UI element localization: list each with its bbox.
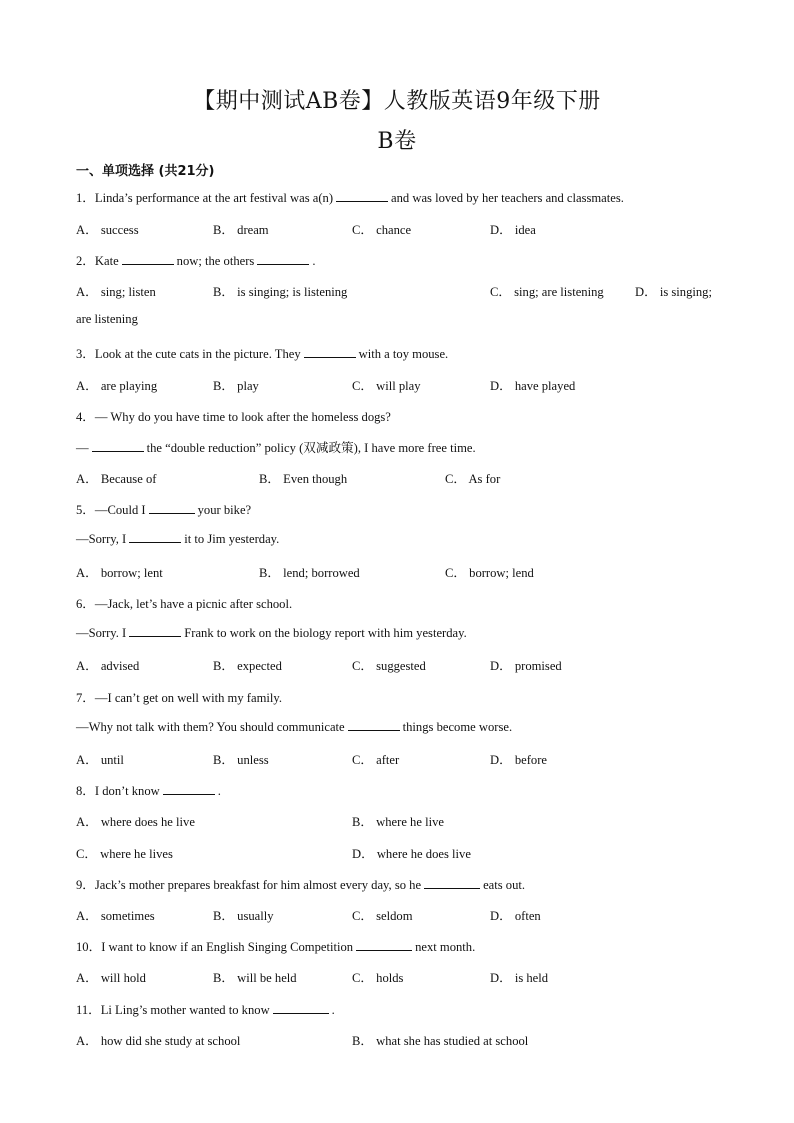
q4-option-a[interactable]: A． Because of	[76, 472, 157, 486]
question-1: 1．Linda’s performance at the art festival was a(n) and was loved by her teachers and classmates.	[76, 191, 624, 205]
answer-blank	[424, 876, 480, 889]
q9-option-b[interactable]: B． usually	[213, 909, 274, 923]
question-10: 10．I want to know if an English Singing Competition next month.	[76, 940, 476, 954]
q9-option-d[interactable]: D． often	[490, 909, 541, 923]
q2-option-a[interactable]: A． sing; listen	[76, 285, 156, 299]
answer-blank	[304, 345, 356, 358]
q11-option-a[interactable]: A． how did she study at school	[76, 1034, 241, 1048]
q3-option-b[interactable]: B． play	[213, 379, 259, 393]
q10-option-d[interactable]: D． is held	[490, 971, 549, 985]
q2-option-d-continued[interactable]: are listening	[76, 312, 138, 326]
answer-blank	[129, 530, 181, 543]
question-7-response: —Why not talk with them? You should communicate things become worse.	[76, 720, 513, 734]
q6-option-a[interactable]: A． advised	[76, 659, 140, 673]
q11-option-b[interactable]: B． what she has studied at school	[352, 1034, 529, 1048]
answer-blank	[356, 938, 412, 951]
section-heading: 一、单项选择 (共21分)	[76, 164, 215, 179]
question-9: 9．Jack’s mother prepares breakfast for him almost every day, so he eats out.	[76, 878, 526, 892]
question-5: 5．—Could I your bike?	[76, 503, 252, 517]
q9-option-c[interactable]: C． seldom	[352, 909, 413, 923]
question-4-response: — the “double reduction” policy (双减政策), I have more free time.	[76, 441, 476, 455]
q7-option-a[interactable]: A． until	[76, 753, 124, 767]
answer-blank	[163, 782, 215, 795]
q8-option-a[interactable]: A． where does he live	[76, 815, 195, 829]
q5-option-a[interactable]: A． borrow; lent	[76, 566, 163, 580]
q1-option-a[interactable]: A． success	[76, 223, 139, 237]
q3-option-c[interactable]: C． will play	[352, 379, 421, 393]
q7-option-b[interactable]: B． unless	[213, 753, 269, 767]
answer-blank	[122, 252, 174, 265]
q5-option-c[interactable]: C． borrow; lend	[445, 566, 534, 580]
q4-option-b[interactable]: B． Even though	[259, 472, 348, 486]
question-8: 8．I don’t know .	[76, 784, 221, 798]
q9-option-a[interactable]: A． sometimes	[76, 909, 155, 923]
q6-option-b[interactable]: B． expected	[213, 659, 282, 673]
question-5-response: —Sorry, I it to Jim yesterday.	[76, 532, 280, 546]
q1-option-c[interactable]: C． chance	[352, 223, 412, 237]
answer-blank	[92, 439, 144, 452]
q3-option-d[interactable]: D． have played	[490, 379, 576, 393]
q8-option-b[interactable]: B． where he live	[352, 815, 444, 829]
question-6: 6．—Jack, let’s have a picnic after school.	[76, 597, 293, 611]
q8-option-d[interactable]: D． where he does live	[352, 847, 471, 861]
q7-option-c[interactable]: C． after	[352, 753, 400, 767]
q1-option-d[interactable]: D． idea	[490, 223, 536, 237]
page-title: 【期中测试AB卷】人教版英语9年级下册	[193, 89, 601, 114]
q1-option-b[interactable]: B． dream	[213, 223, 269, 237]
q2-option-d[interactable]: D． is singing;	[635, 285, 712, 299]
question-3: 3．Look at the cute cats in the picture. They with a toy mouse.	[76, 347, 449, 361]
question-7: 7．—I can’t get on well with my family.	[76, 691, 283, 705]
q6-option-d[interactable]: D． promised	[490, 659, 562, 673]
q2-option-b[interactable]: B． is singing; is listening	[213, 285, 348, 299]
question-4: 4．— Why do you have time to look after the homeless dogs?	[76, 410, 391, 424]
answer-blank	[273, 1001, 329, 1014]
question-11: 11．Li Ling’s mother wanted to know .	[76, 1003, 335, 1017]
q7-option-d[interactable]: D． before	[490, 753, 547, 767]
paper-version: B卷	[377, 129, 417, 154]
answer-blank	[336, 189, 388, 202]
q5-option-b[interactable]: B． lend; borrowed	[259, 566, 360, 580]
q2-option-c[interactable]: C． sing; are listening	[490, 285, 604, 299]
answer-blank	[257, 252, 309, 265]
q10-option-b[interactable]: B． will be held	[213, 971, 297, 985]
q4-option-c[interactable]: C． As for	[445, 472, 501, 486]
question-2: 2．Kate now; the others .	[76, 254, 316, 268]
answer-blank	[149, 501, 195, 514]
q10-option-a[interactable]: A． will hold	[76, 971, 146, 985]
q8-option-c[interactable]: C． where he lives	[76, 847, 173, 861]
question-6-response: —Sorry. I Frank to work on the biology report with him yesterday.	[76, 626, 467, 640]
answer-blank	[348, 718, 400, 731]
q6-option-c[interactable]: C． suggested	[352, 659, 426, 673]
q10-option-c[interactable]: C． holds	[352, 971, 404, 985]
q3-option-a[interactable]: A． are playing	[76, 379, 158, 393]
answer-blank	[129, 624, 181, 637]
